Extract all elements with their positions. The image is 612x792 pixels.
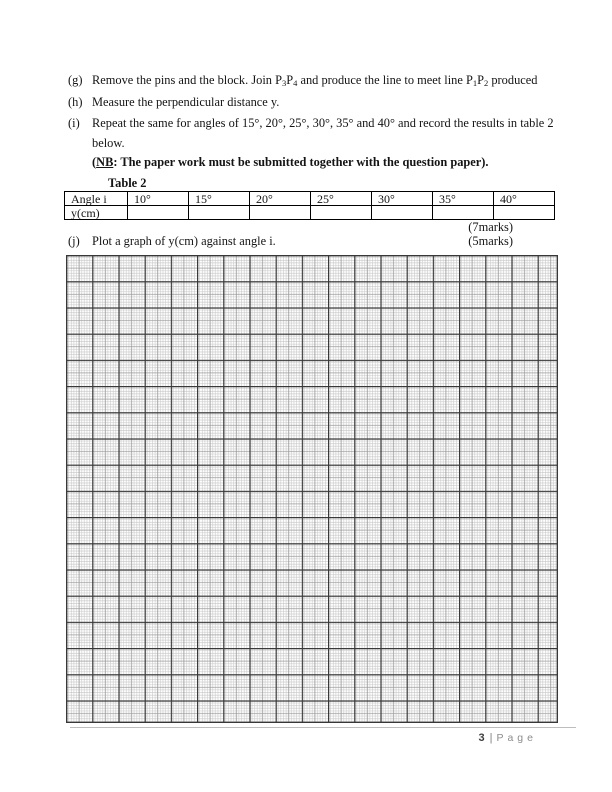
graph-marks: (5marks) bbox=[468, 234, 513, 248]
instruction-g-text-2: P bbox=[286, 73, 294, 87]
table2-value-cell[interactable] bbox=[250, 206, 311, 220]
table2-value-cell[interactable] bbox=[128, 206, 189, 220]
nb-note bbox=[92, 155, 489, 170]
nb-note-text: : The paper work must be submitted together with the question paper). bbox=[113, 155, 489, 169]
table2-value-cell[interactable] bbox=[372, 206, 433, 220]
table2-header-row bbox=[65, 192, 555, 206]
table2-value-row bbox=[65, 206, 555, 220]
table2-header-35: 35° bbox=[433, 192, 494, 206]
table2-header-15: 15° bbox=[189, 192, 250, 206]
table2-row-label: y(cm) bbox=[65, 206, 128, 220]
table-marks: (7marks) bbox=[468, 220, 513, 234]
table2-value-cell[interactable] bbox=[494, 206, 555, 220]
instruction-g-label: (g) bbox=[68, 73, 83, 87]
table2-value-cell[interactable] bbox=[311, 206, 372, 220]
page-footer bbox=[397, 730, 537, 744]
page-number: 3 bbox=[478, 732, 485, 744]
p3-subscript: 3 bbox=[281, 78, 287, 88]
table2-header-25: 25° bbox=[311, 192, 372, 206]
footer-page-label: Page bbox=[496, 732, 537, 744]
instruction-j bbox=[68, 234, 276, 249]
table2-caption: Table 2 bbox=[108, 176, 147, 190]
instruction-g-text-3: and produce the line to meet line P bbox=[297, 73, 473, 87]
table2-header-20: 20° bbox=[250, 192, 311, 206]
footer-divider bbox=[70, 727, 576, 728]
instruction-g-text-5: produced bbox=[488, 73, 538, 87]
instruction-h-text: Measure the perpendicular distance y. bbox=[92, 95, 280, 109]
p2-subscript: 2 bbox=[484, 78, 489, 88]
p4-subscript: 4 bbox=[293, 78, 298, 88]
instruction-g-text-4: P bbox=[477, 73, 485, 87]
graph-paper-grid[interactable] bbox=[66, 255, 558, 723]
instruction-j-label: (j) bbox=[68, 234, 80, 248]
instruction-j-text: Plot a graph of y(cm) against angle i. bbox=[92, 234, 276, 248]
instruction-i-text-2: below. bbox=[92, 136, 125, 150]
instruction-i-continued bbox=[92, 136, 125, 151]
table2-header-40: 40° bbox=[494, 192, 555, 206]
instruction-i-label: (i) bbox=[68, 116, 80, 130]
instruction-g bbox=[68, 73, 537, 88]
nb-abbreviation: NB bbox=[96, 155, 114, 169]
instruction-i bbox=[68, 116, 554, 131]
table2-header-angle: Angle i bbox=[65, 192, 128, 206]
instruction-h-label: (h) bbox=[68, 95, 83, 109]
instruction-i-text: Repeat the same for angles of 15°, 20°, 25°, 30°, 35° and 40° and record the results in table 2 bbox=[92, 116, 554, 130]
table2-value-cell[interactable] bbox=[433, 206, 494, 220]
nb-open-paren: ( bbox=[92, 155, 97, 169]
instruction-g-text-1: Remove the pins and the block. Join P bbox=[92, 73, 282, 87]
footer-separator: | bbox=[489, 732, 493, 744]
table2-header-30: 30° bbox=[372, 192, 433, 206]
grid-area bbox=[66, 255, 558, 723]
table2-header-10: 10° bbox=[128, 192, 189, 206]
table2 bbox=[64, 191, 555, 220]
table2-value-cell[interactable] bbox=[189, 206, 250, 220]
p1-subscript: 1 bbox=[472, 78, 478, 88]
instruction-h bbox=[68, 95, 279, 110]
